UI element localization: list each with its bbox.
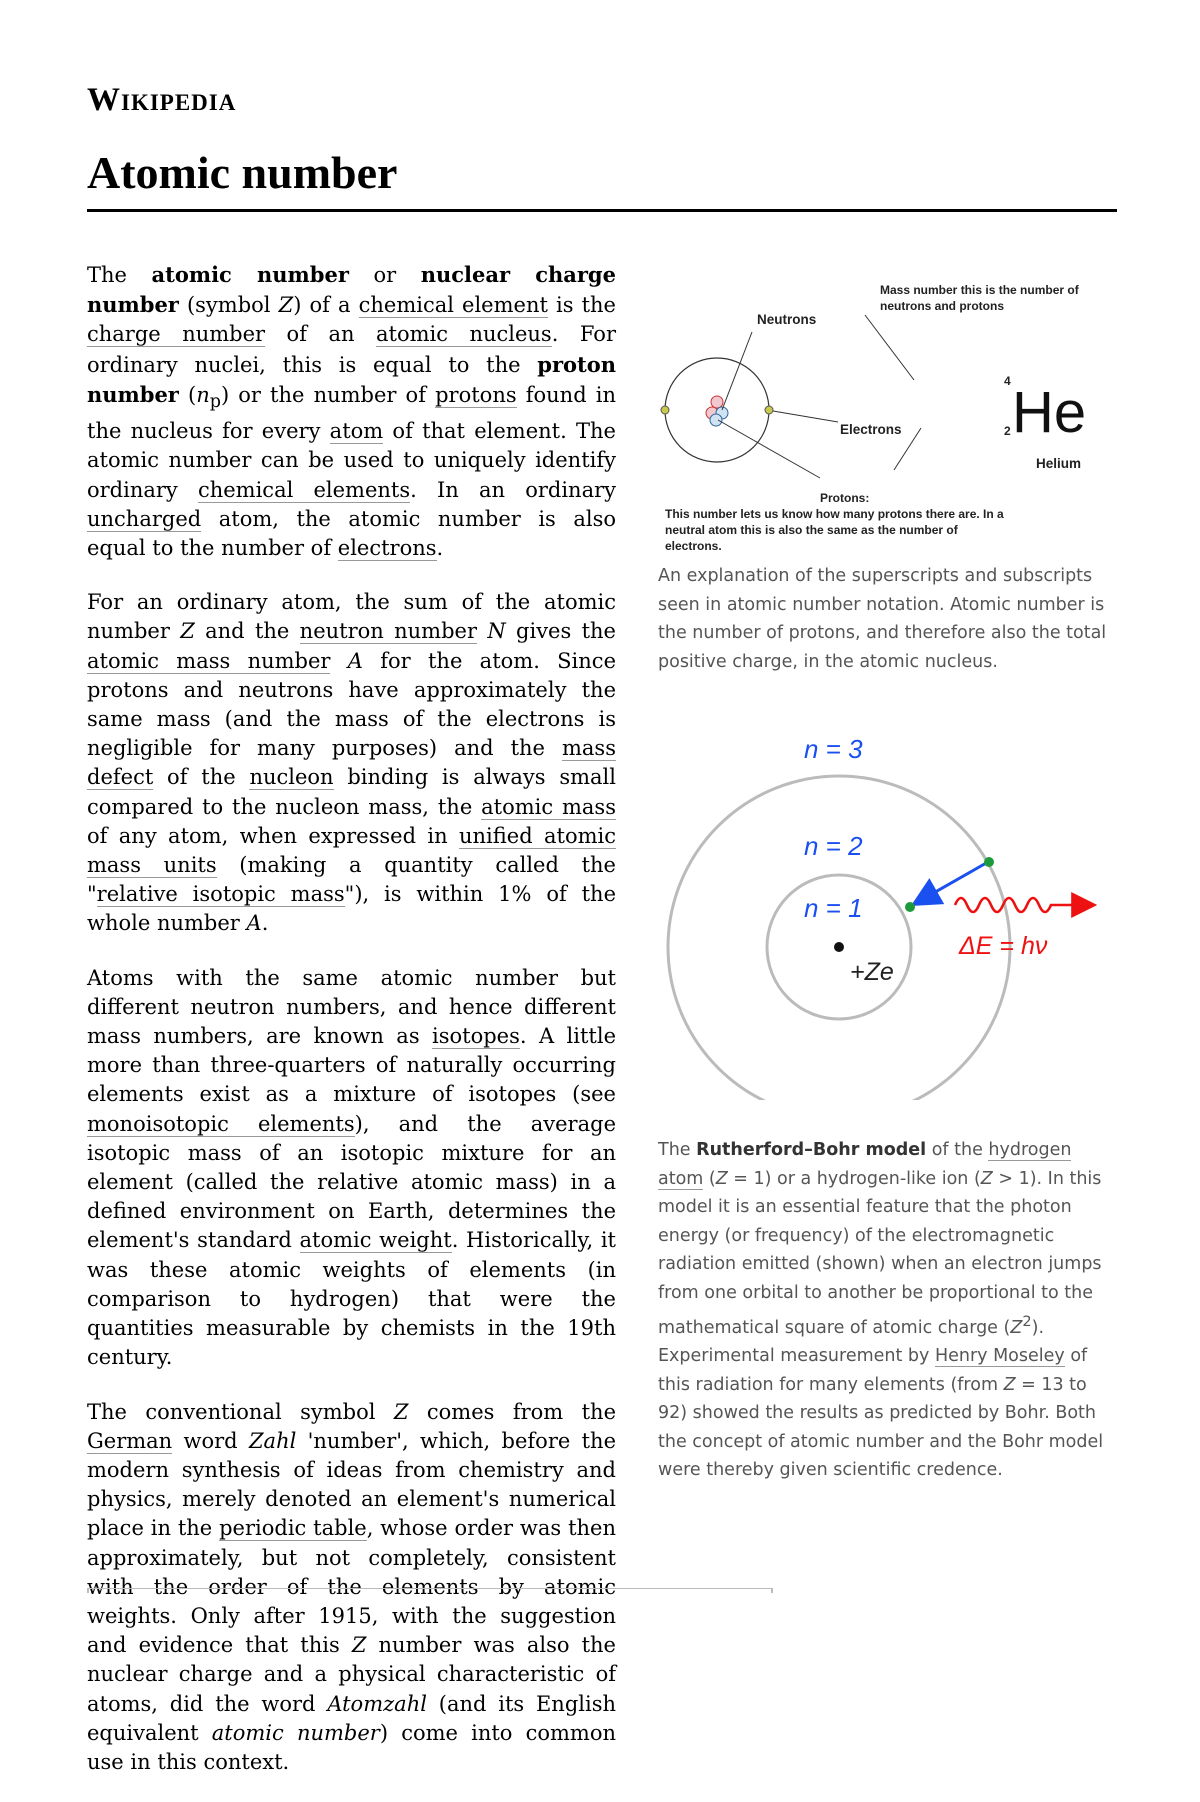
paragraph-1: The atomic number or nuclear charge number (symbol Z) of a chemical element is the charge number of an atomic nucleus. For ordinary nuclei, this is equal to the proton number $(n_p)$ or the number of protons found in the nucleus for every atom of that element. The atomic number can be used to uniquely identify ordinary chemical elements. In an ordinary uncharged atom, the atomic number is also equal to the number of electrons. [87,262,617,561]
paragraph-3: Atoms with the same atomic number but different neutron numbers, and hence different mass numbers, are known as isotopes. A little more than three-quarters of naturally occurring elements exist as a mixture of isotopes (see monoisotopic elements), and the average isotopic mass of an isotopic mixture for an element (called the relative atomic mass) in a defined environment on Earth, determines the element's standard atomic weight. Historically, it was these atomic weights of elements (in comparison to hydrogen) that were the quantities measurable by chemists in the 19th century. [87,965,616,1370]
link-nucleon[interactable]: nucleon [249,765,334,790]
electron-right [765,406,773,414]
nucleus-dot [834,942,844,952]
label-n3: n = 3 [804,734,863,764]
link-atomic-weight[interactable]: atomic weight [299,1228,452,1253]
link-german[interactable]: German [87,1428,173,1453]
paragraph-2: For an ordinary atom, the sum of the atomic number Z and the neutron number N gives the atomic mass number A for the atom. Since protons and neutrons have approximately the same mass (and the mass of the electrons is negligible for many purposes) and the mass defect of the nucleon binding is always small compared to the nucleon mass, the atomic mass of any atom, when expressed in unified atomic mass units (making a quantity called the "relative isotopic mass"), is within 1% of the whole number A. [87,590,616,936]
link-protons[interactable]: protons [435,382,517,407]
label-neutrons: Neutrons [757,312,817,327]
link-unified-atomic-mass-units[interactable]: unified atomic mass units [87,823,616,878]
electron-outer [984,857,994,867]
label-protons-line3: electrons. [665,539,722,553]
bohr-model-diagram[interactable] [652,730,1122,1100]
link-chemical-element[interactable]: chemical element [358,293,548,318]
element-symbol: He [1012,380,1087,445]
link-atomic-mass-number[interactable]: atomic mass number [87,648,331,673]
photon-wave [955,898,1092,912]
label-n1: n = 1 [804,893,863,923]
link-uncharged[interactable]: uncharged [87,506,202,531]
link-atomic-mass[interactable]: atomic mass [481,794,616,819]
pointer-electrons [773,411,838,422]
label-photon-energy: ΔE = hν [959,932,1048,960]
link-monoisotopic-elements[interactable]: monoisotopic elements [87,1111,355,1136]
label-electrons: Electrons [840,422,902,437]
label-mass-number-line2: neutrons and protons [880,299,1004,313]
link-relative-isotopic-mass[interactable]: relative isotopic mass [96,882,345,907]
figure2-caption: The Rutherford–Bohr model of the hydrogen atom (Z = 1) or a hydrogen-like ion (Z > 1). In this model it is an essential feature that the photon energy (or frequency) of the electromagnetic radiation emitted (shown) when an electron jumps from one orbital to another be proportional to the mathematical square of atomic charge $(Z^2)$. Experimental measurement by Henry Moseley of this radiation for many elements (from Z = 13 to 92) showed the results as predicted by Bohr. Both the concept of atomic number and the Bohr model were thereby given scientific credence. [658,1140,1104,1481]
link-atom[interactable]: atom [329,419,384,444]
wikipedia-logo[interactable]: Wikipedia [87,82,237,118]
article-body [87,260,616,1802]
nucleus-neutron-2 [710,414,722,426]
label-protons-head: Protons: [820,491,870,505]
mass-number-value: 4 [1004,374,1011,388]
label-n2: n = 2 [804,831,863,861]
link-periodic-table[interactable]: periodic table [219,1516,367,1541]
page-title: Atomic number [87,146,1117,212]
atomic-number-value: 2 [1004,424,1011,438]
paragraph-4: The conventional symbol Z comes from the German word Zahl 'number', which, before the modern synthesis of ideas from chemistry and physics, merely denoted an element's numerical place in the periodic table, whose order was then approximately, but not completely, consistent with the order of the elements by atomic weights. Only after 1915, with the suggestion and evidence that this Z number was also the nuclear charge and a physical characteristic of atoms, did the word Atomzahl (and its English equivalent atomic number) come into common use in this context. [87,1399,617,1774]
section-divider [87,1588,773,1593]
helium-atom-diagram[interactable] [652,270,1112,555]
link-neutron-number[interactable]: neutron number [299,619,477,644]
pointer-mass-number [865,315,914,380]
label-protons-line2: neutral atom this is also the same as the number of [665,523,958,537]
electron-transition-arrow [916,862,988,903]
electron-left [661,406,669,414]
link-charge-number[interactable]: charge number [87,322,266,347]
link-mass-defect[interactable]: mass defect [87,736,616,790]
pointer-protons [718,420,820,478]
electron-inner [905,902,915,912]
link-electrons[interactable]: electrons [337,536,437,561]
link-atomic-nucleus[interactable]: atomic nucleus [375,322,552,347]
element-name: Helium [1036,456,1082,471]
link-hydrogen-atom[interactable]: hydrogen atom [658,1140,1072,1189]
link-henry-moseley[interactable]: Henry Moseley [934,1345,1065,1366]
label-protons-line1: This number lets us know how many protons there are. In a [665,507,1004,521]
label-mass-number-line1: Mass number this is the number of [880,283,1079,297]
link-chemical-elements[interactable]: chemical elements [197,477,411,502]
nucleus-proton-1 [711,396,723,408]
figure1-caption: An explanation of the superscripts and subscripts seen in atomic number notation. Atomic number is the number of protons, and therefore also the total positive charge, in the atomic nucleus. [658,566,1107,672]
label-nuclear-charge: +Ze [850,958,894,986]
pointer-neutrons [722,332,752,410]
link-isotopes[interactable]: isotopes [432,1024,520,1049]
